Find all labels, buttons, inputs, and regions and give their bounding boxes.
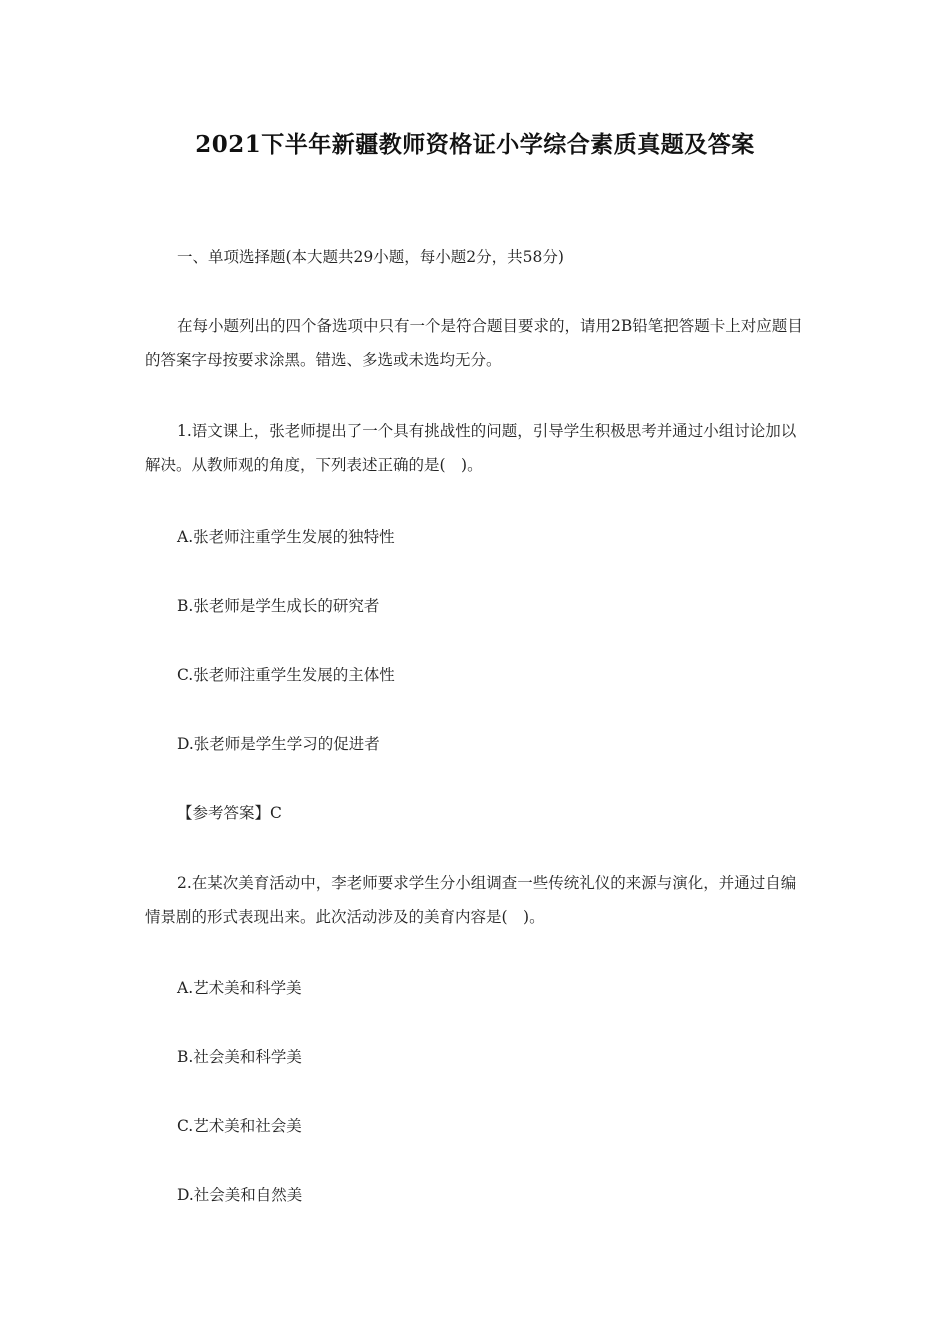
question-1-answer: 【参考答案】C xyxy=(177,804,282,822)
question-1-stem: 1.语文课上，张老师提出了一个具有挑战性的问题，引导学生积极思考并通过小组讨论加以解决。从教师观的角度，下列表述正确的是( )。 xyxy=(145,422,797,474)
instructions-paragraph: 在每小题列出的四个备选项中只有一个是符合题目要求的，请用2B铅笔把答题卡上对应题目的答案字母按要求涂黑。错选、多选或未选均无分。 xyxy=(145,317,803,369)
question-1-option-d: D.张老师是学生学习的促进者 xyxy=(177,735,380,753)
question-1-option-b: B.张老师是学生成长的研究者 xyxy=(177,597,380,615)
document-title: 2021下半年新疆教师资格证小学综合素质真题及答案 xyxy=(195,131,755,158)
question-2-stem: 2.在某次美育活动中，李老师要求学生分小组调查一些传统礼仪的来源与演化，并通过自编情景剧的形式表现出来。此次活动涉及的美育内容是( )。 xyxy=(145,874,797,926)
question-2-option-c: C.艺术美和社会美 xyxy=(177,1117,302,1135)
question-2-option-d: D.社会美和自然美 xyxy=(177,1186,303,1204)
question-1-option-c: C.张老师注重学生发展的主体性 xyxy=(177,666,395,684)
question-2-option-a: A.艺术美和科学美 xyxy=(177,979,302,997)
question-2-option-b: B.社会美和科学美 xyxy=(177,1048,302,1066)
section-heading: 一、单项选择题(本大题共29小题，每小题2分，共58分) xyxy=(177,248,564,266)
question-1-option-a: A.张老师注重学生发展的独特性 xyxy=(177,528,395,546)
